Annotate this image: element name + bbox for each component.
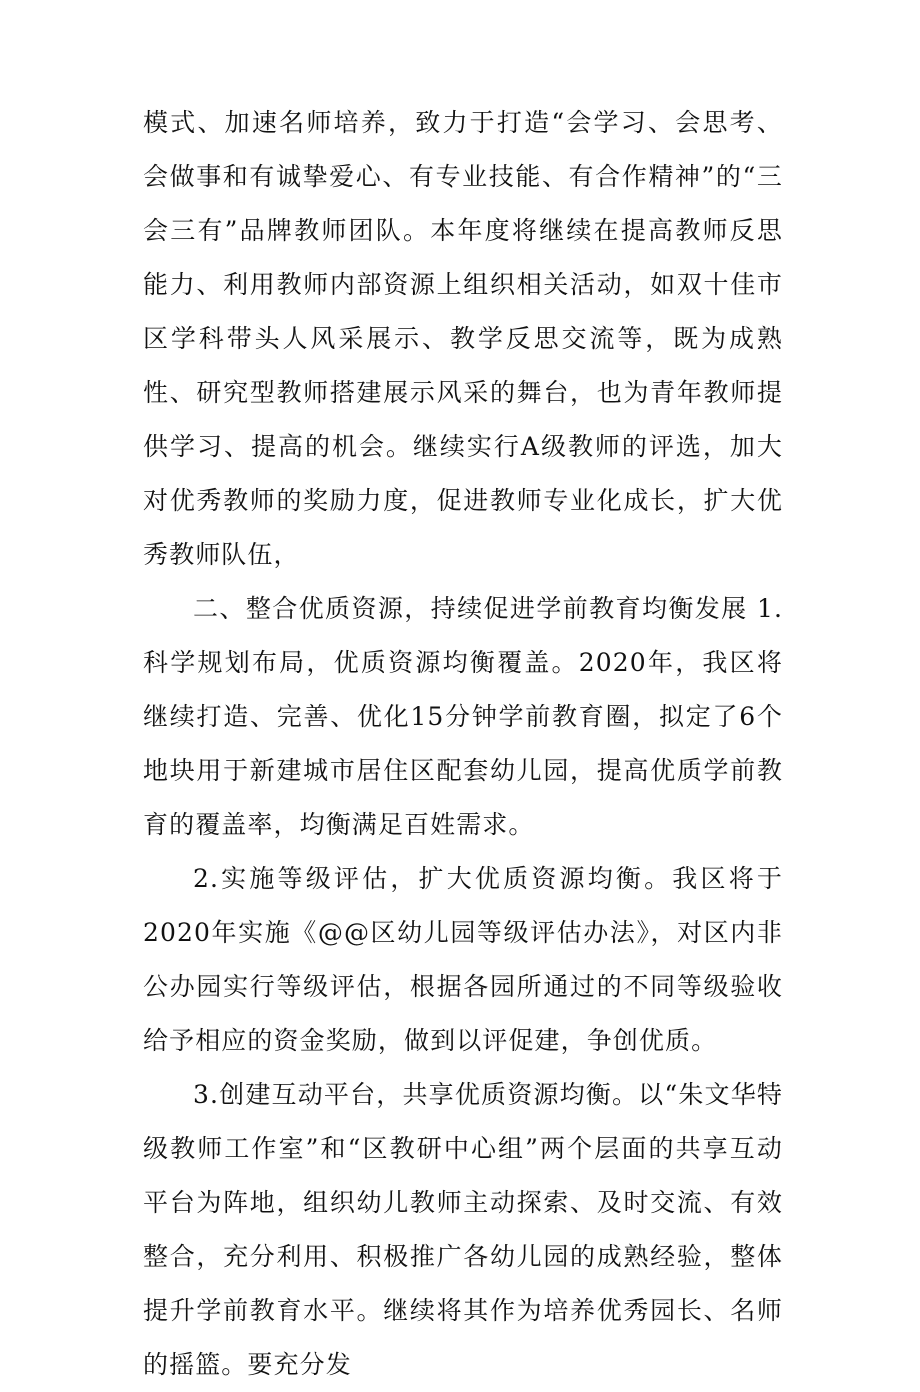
paragraph-interactive-platform: 3.创建互动平台，共享优质资源均衡。以“朱文华特级教师工作室”和“区教研中心组”两个层面的共享互动平台为阵地，组织幼儿教师主动探索、及时交流、有效整合，充分利用、积极推广各幼儿园的成熟经验，整体提升学前教育水平。继续将其作为培养优秀园长、名师的摇篮。要充分发 [143,1080,783,1379]
paragraph-teacher-team: 模式、加速名师培养，致力于打造“会学习、会思考、会做事和有诚挚爱心、有专业技能、有合作精神”的“三会三有”品牌教师团队。本年度将继续在提高教师反思能力、利用教师内部资源上组织相关活动，如双十佳市区学科带头人风采展示、教学反思交流等，既为成熟性、研究型教师搭建展示风采的舞台，也为青年教师提供学习、提高的机会。继续实行A级教师的评选，加大对优秀教师的奖励力度，促进教师专业化成长，扩大优秀教师队伍， [143,108,783,569]
paragraph-section-two-layout: 二、整合优质资源，持续促进学前教育均衡发展 1.科学规划布局，优质资源均衡覆盖。2020年，我区将继续打造、完善、优化15分钟学前教育圈，拟定了6个地块用于新建城市居住区配套幼儿园，提高优质学前教育的覆盖率，均衡满足百姓需求。 [143,594,783,839]
paragraph-grade-evaluation: 2.实施等级评估，扩大优质资源均衡。我区将于2020年实施《@@区幼儿园等级评估办法》，对区内非公办园实行等级评估，根据各园所通过的不同等级验收给予相应的资金奖励，做到以评促建，争创优质。 [143,864,783,1055]
document-body [143,96,783,1392]
